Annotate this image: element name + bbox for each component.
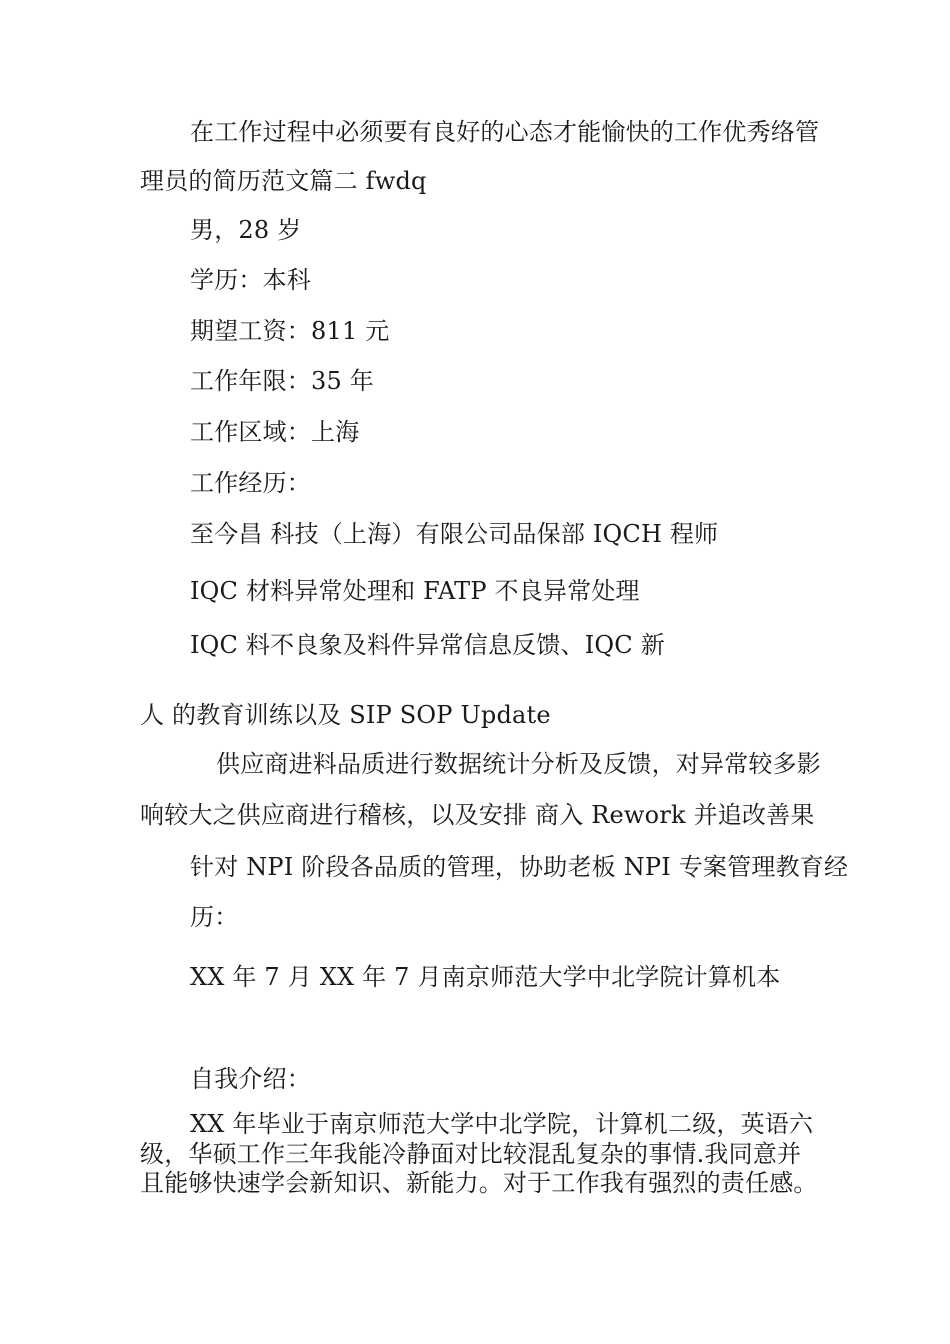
- education-line: 学历：本科: [190, 266, 311, 294]
- paragraph-line: 理员的简历范文篇二 fwdq: [140, 167, 427, 195]
- experience-line: 人 的教育训练以及 SIP SOP Update: [140, 701, 551, 729]
- experience-line: 至今昌 科技（上海）有限公司品保部 IQCH 程师: [190, 520, 719, 548]
- work-years-line: 工作年限：35 年: [190, 367, 374, 395]
- paragraph-line: 在工作过程中必须要有良好的心态才能愉快的工作优秀络管: [190, 118, 820, 146]
- gender-age-line: 男，28 岁: [190, 216, 302, 244]
- experience-line: IQC 料不良象及料件异常信息反馈、IQC 新: [190, 631, 665, 659]
- self-intro-line: 且能够快速学会新知识、新能力。对于工作我有强烈的责任感。: [140, 1169, 818, 1197]
- experience-line: 针对 NPI 阶段各品质的管理，协助老板 NPI 专案管理教育经: [190, 853, 849, 881]
- experience-line: 供应商进料品质进行数据统计分析及反馈，对异常较多影: [216, 750, 821, 778]
- work-area-line: 工作区域：上海: [190, 418, 360, 446]
- experience-line: IQC 材料异常处理和 FATP 不良异常处理: [190, 577, 640, 605]
- experience-line: 历：: [190, 903, 239, 931]
- education-history-line: XX 年 7 月 XX 年 7 月南京师范大学中北学院计算机本: [190, 963, 781, 991]
- salary-line: 期望工资：811 元: [190, 317, 390, 345]
- work-experience-heading: 工作经历：: [190, 469, 311, 497]
- experience-line: 响较大之供应商进行稽核，以及安排 商入 Rework 并追改善果: [140, 801, 815, 829]
- self-intro-heading: 自我介绍：: [190, 1065, 311, 1093]
- self-intro-line: XX 年毕业于南京师范大学中北学院，计算机二级，英语六: [190, 1110, 814, 1138]
- self-intro-line: 级，华硕工作三年我能冷静面对比较混乱复杂的事情.我同意并: [140, 1140, 802, 1168]
